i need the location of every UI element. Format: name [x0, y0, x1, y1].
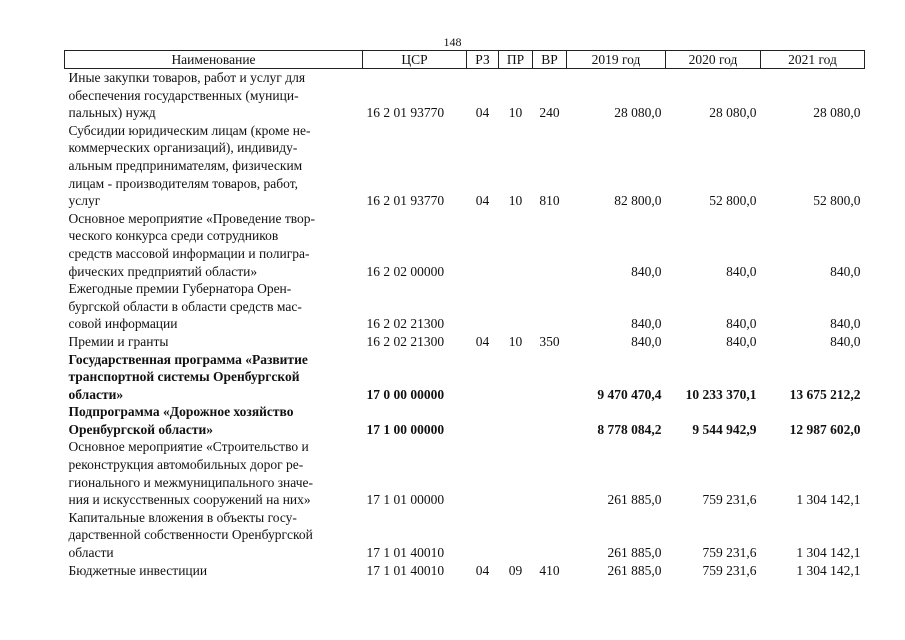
row-rz: 04: [475, 562, 490, 578]
row-name-line: транспортной системы Оренбургской: [68, 369, 300, 385]
column-header-vr: ВР: [533, 51, 567, 69]
row-rz: 04: [475, 333, 490, 349]
row-csr: 16 2 01 93770: [366, 193, 445, 209]
row-value-2019: 261 885,0: [607, 492, 662, 508]
row-name-line: Субсидии юридическим лицам (кроме не-: [68, 122, 311, 138]
row-vr: 240: [539, 105, 560, 121]
row-rz: 04: [475, 105, 490, 121]
row-rz: [467, 438, 499, 508]
row-name-line: ния и искусственных сооружений на них»: [68, 492, 311, 508]
row-rz: [467, 210, 499, 280]
row-value-2021: 1 304 142,1: [796, 492, 861, 508]
row-value-2019: 82 800,0: [614, 193, 662, 209]
row-value-2020: 759 231,6: [702, 562, 757, 578]
row-name: [65, 351, 363, 404]
row-value-2020: 10 233 370,1: [685, 386, 757, 402]
row-pr: [499, 351, 533, 404]
row-vr: 810: [539, 193, 560, 209]
row-csr: 17 1 00 00000: [366, 421, 445, 437]
row-rz: 04: [475, 193, 490, 209]
row-csr: 16 2 02 00000: [366, 263, 445, 279]
row-rz: [467, 509, 499, 562]
row-name: [65, 509, 363, 562]
row-name-line: Основное мероприятие «Строительство и: [68, 439, 309, 455]
row-pr: 10: [508, 105, 523, 121]
row-value-2021: 840,0: [830, 263, 861, 279]
row-value-2021: 52 800,0: [813, 193, 861, 209]
row-pr: 10: [508, 333, 523, 349]
row-vr: 350: [539, 333, 560, 349]
row-pr: 10: [508, 193, 523, 209]
table-row: [65, 69, 865, 122]
row-value-2021: 12 987 602,0: [789, 421, 861, 437]
column-header-csr: ЦСР: [363, 51, 467, 69]
row-name-line: Подпрограмма «Дорожное хозяйство: [68, 404, 294, 420]
table-row: [65, 403, 865, 438]
row-csr: 17 1 01 40010: [366, 562, 445, 578]
row-name-line: пальных) нужд: [68, 105, 156, 121]
table-row: [65, 122, 865, 210]
row-value-2019: 261 885,0: [607, 562, 662, 578]
row-pr: [499, 280, 533, 333]
row-name-line: Государственная программа «Развитие: [68, 351, 308, 367]
row-value-2019: 28 080,0: [614, 105, 662, 121]
row-name-line: услуг: [68, 193, 101, 209]
row-vr: [533, 210, 567, 280]
table-header-row: [65, 51, 865, 69]
row-rz: [467, 351, 499, 404]
row-csr: 16 2 02 21300: [366, 333, 445, 349]
table-row: [65, 509, 865, 562]
row-name: [65, 69, 363, 122]
row-name-line: ческого конкурса среди сотрудников: [68, 228, 279, 244]
row-name-line: Премии и гранты: [68, 333, 169, 349]
row-value-2019: 840,0: [631, 316, 662, 332]
row-pr: [499, 509, 533, 562]
row-value-2021: 840,0: [830, 333, 861, 349]
row-vr: [533, 280, 567, 333]
row-name-line: области»: [68, 386, 124, 402]
row-name: [65, 562, 363, 580]
row-name-line: области: [68, 545, 114, 561]
row-value-2020: 840,0: [726, 333, 757, 349]
row-name-line: альным предпринимателям, физическим: [68, 157, 303, 173]
row-vr: 410: [539, 562, 560, 578]
row-name: [65, 280, 363, 333]
row-name-line: средств массовой информации и полигра-: [68, 245, 310, 261]
row-pr: [499, 210, 533, 280]
row-rz: [467, 403, 499, 438]
table-row: [65, 333, 865, 351]
row-value-2019: 840,0: [631, 263, 662, 279]
row-name: [65, 403, 363, 438]
row-value-2019: 8 778 084,2: [597, 421, 662, 437]
row-name-line: Бюджетные инвестиции: [68, 562, 208, 578]
row-name-line: коммерческих организаций), индивиду-: [68, 140, 298, 156]
row-value-2019: 9 470 470,4: [597, 386, 662, 402]
row-name-line: Оренбургской области»: [68, 421, 214, 437]
table-body: [65, 69, 865, 580]
row-name-line: дарственной собственности Оренбургской: [68, 527, 313, 543]
row-vr: [533, 438, 567, 508]
column-header-name: Наименование: [65, 51, 363, 69]
row-pr: [499, 403, 533, 438]
row-csr: 17 1 01 40010: [366, 545, 445, 561]
row-value-2019: 840,0: [631, 333, 662, 349]
row-value-2021: 840,0: [830, 316, 861, 332]
budget-table: [64, 50, 865, 579]
row-csr: 16 2 02 21300: [366, 316, 445, 332]
row-value-2020: 840,0: [726, 316, 757, 332]
row-csr: 17 1 01 00000: [366, 492, 445, 508]
row-value-2020: 9 544 942,9: [692, 421, 757, 437]
row-rz: [467, 280, 499, 333]
row-value-2020: 759 231,6: [702, 492, 757, 508]
row-value-2020: 28 080,0: [709, 105, 757, 121]
column-header-pr: ПР: [499, 51, 533, 69]
table-row: [65, 210, 865, 280]
row-vr: [533, 351, 567, 404]
row-value-2021: 1 304 142,1: [796, 562, 861, 578]
table-row: [65, 351, 865, 404]
page-number: 148: [443, 35, 462, 49]
row-name-line: Основное мероприятие «Проведение твор-: [68, 210, 315, 226]
row-name-line: Капитальные вложения в объекты госу-: [68, 509, 297, 525]
row-csr: 17 0 00 00000: [366, 386, 445, 402]
row-value-2019: 261 885,0: [607, 545, 662, 561]
row-value-2020: 759 231,6: [702, 545, 757, 561]
row-value-2020: 52 800,0: [709, 193, 757, 209]
row-value-2021: 13 675 212,2: [789, 386, 861, 402]
row-name: [65, 438, 363, 508]
table-row: [65, 280, 865, 333]
column-header-2019: 2019 год: [567, 51, 666, 69]
row-value-2021: 1 304 142,1: [796, 545, 861, 561]
row-name-line: лицам - производителям товаров, работ,: [68, 175, 298, 191]
row-pr: [499, 438, 533, 508]
column-header-rz: РЗ: [467, 51, 499, 69]
row-name-line: Иные закупки товаров, работ и услуг для: [68, 70, 306, 85]
row-csr: 16 2 01 93770: [366, 105, 445, 121]
row-pr: 09: [508, 562, 523, 578]
row-name-line: бургской области в области средств мас-: [68, 298, 302, 314]
row-name-line: совой информации: [68, 316, 178, 332]
row-name-line: фических предприятий области»: [68, 263, 258, 279]
table-row: [65, 438, 865, 508]
row-name-line: реконструкция автомобильных дорог ре-: [68, 457, 304, 473]
row-value-2021: 28 080,0: [813, 105, 861, 121]
row-vr: [533, 403, 567, 438]
row-value-2020: 840,0: [726, 263, 757, 279]
row-name: [65, 333, 363, 351]
row-name-line: Ежегодные премии Губернатора Орен-: [68, 281, 292, 297]
row-name-line: обеспечения государственных (муници-: [68, 87, 299, 103]
column-header-2021: 2021 год: [761, 51, 865, 69]
row-name-line: гионального и межмуниципального значе-: [68, 474, 314, 490]
row-name: [65, 122, 363, 210]
row-name: [65, 210, 363, 280]
table-row: [65, 562, 865, 580]
column-header-2020: 2020 год: [666, 51, 761, 69]
row-vr: [533, 509, 567, 562]
